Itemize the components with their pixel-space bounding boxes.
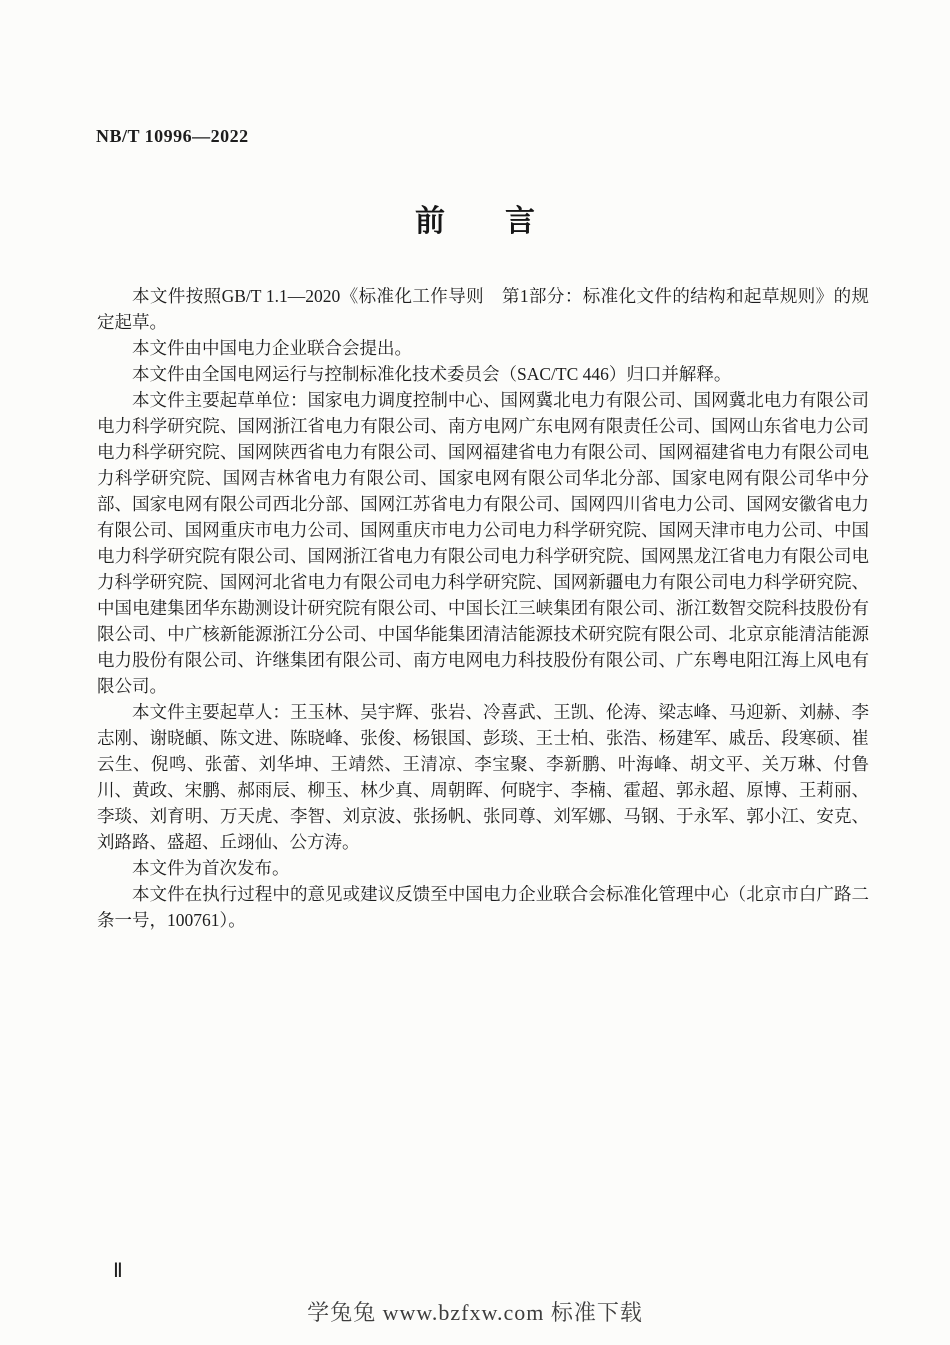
paragraph-drafting-organizations: 本文件主要起草单位：国家电力调度控制中心、国网冀北电力有限公司、国网冀北电力有限公司电力科学研究院、国网浙江省电力有限公司、南方电网广东电网有限责任公司、国网山东省电力公司电力科学研究院、国网陕西省电力有限公司、国网福建省电力有限公司、国网福建省电力有限公司电力科学研究院、国网吉林省电力有限公司、国家电网有限公司华北分部、国家电网有限公司华中分部、国家电网有限公司西北分部、国网江苏省电力有限公司、国网四川省电力公司、国网安徽省电力有限公司、国网重庆市电力公司、国网重庆市电力公司电力科学研究院、国网天津市电力公司、中国电力科学研究院有限公司、国网浙江省电力有限公司电力科学研究院、国网黑龙江省电力有限公司电力科学研究院、国网河北省电力有限公司电力科学研究院、国网新疆电力有限公司电力科学研究院、中国电建集团华东勘测设计研究院有限公司、中国长江三峡集团有限公司、浙江数智交院科技股份有限公司、中广核新能源浙江分公司、中国华能集团清洁能源技术研究院有限公司、北京京能清洁能源电力股份有限公司、许继集团有限公司、南方电网电力科技股份有限公司、广东粤电阳江海上风电有限公司。 [97, 390, 869, 696]
standard-number: NB/T 10996—2022 [96, 126, 249, 146]
page-number: Ⅱ [113, 1260, 123, 1282]
paragraph-drafters: 本文件主要起草人：王玉林、吴宇辉、张岩、冷喜武、王凯、伦涛、梁志峰、马迎新、刘赫、李志刚、谢晓頔、陈文进、陈晓峰、张俊、杨银国、彭琰、王士柏、张浩、杨建军、戚岳、段寒硕、崔云生、倪鸣、张蕾、刘华坤、王靖然、王清凉、李宝聚、李新鹏、叶海峰、胡文平、关万琳、付鲁川、黄政、宋鹏、郝雨辰、柳玉、林少真、周朝晖、何晓宇、李楠、霍超、郭永超、原博、王莉丽、李琰、刘育明、万天虎、李智、刘京波、张扬帆、张同尊、刘军娜、马钢、于永军、郭小江、安克、刘路路、盛超、丘翊仙、公方涛。 [97, 702, 869, 852]
page-title-foreword: 前 言 [415, 205, 535, 238]
paragraph-centralized-by: 本文件由全国电网运行与控制标准化技术委员会（SAC/TC 446）归口并解释。 [132, 364, 732, 384]
paragraph-drafting-rule: 本文件按照GB/T 1.1—2020《标准化工作导则 第1部分：标准化文件的结构和起草规则》的规定起草。 [97, 286, 869, 332]
watermark-text: 学兔兔 www.bzfxw.com 标准下载 [307, 1300, 643, 1325]
foreword-body [97, 283, 869, 933]
paragraph-proposed-by: 本文件由中国电力企业联合会提出。 [132, 338, 412, 358]
paragraph-feedback-address: 本文件在执行过程中的意见或建议反馈至中国电力企业联合会标准化管理中心（北京市白广路二条一号，100761）。 [97, 884, 869, 930]
paragraph-first-issue: 本文件为首次发布。 [132, 858, 290, 878]
